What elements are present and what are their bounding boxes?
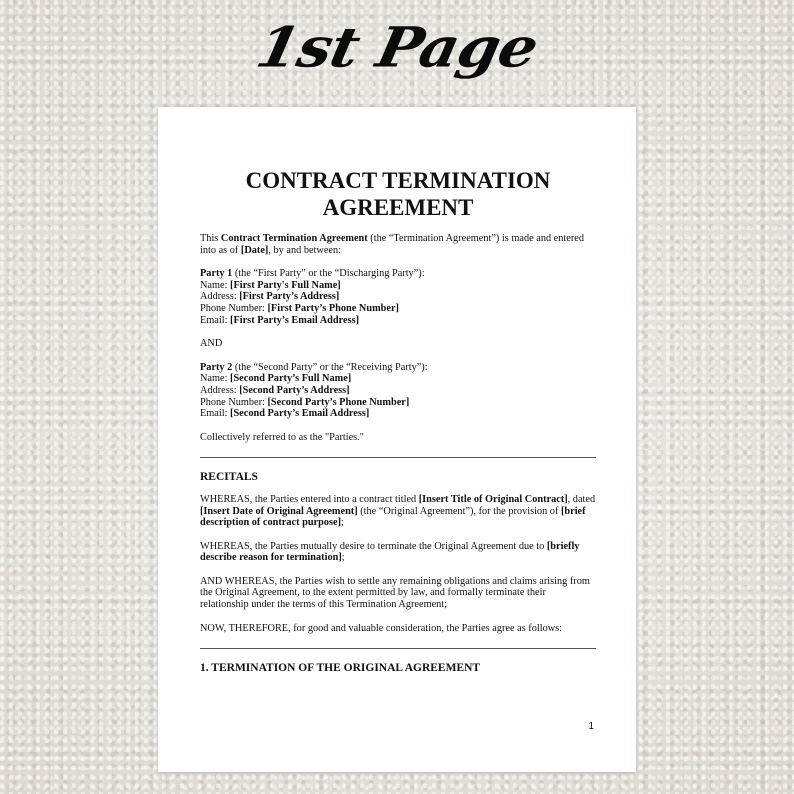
intro-text-3: , by and between: xyxy=(268,244,341,256)
address-label: Address: xyxy=(200,291,240,303)
contract-purpose-placeholder: [brief description of contract purpose] xyxy=(200,505,586,529)
party-1-email-placeholder: [First Party’s Email Address] xyxy=(230,314,360,326)
party-1-email-line xyxy=(200,315,596,327)
party-2-name-placeholder: [Second Party’s Full Name] xyxy=(230,373,352,385)
page-label-headline: 1st Page xyxy=(250,15,544,81)
whereas-2-text-1: WHEREAS, the Parties mutually desire to terminate the Original Agreement due to xyxy=(200,540,547,552)
party-1-label: Party 1 xyxy=(200,268,233,280)
intro-paragraph xyxy=(200,233,596,256)
whereas-1-text-3: (the “Original Agreement”), for the provision of xyxy=(357,505,561,517)
document-page xyxy=(158,107,636,772)
title-line-2: AGREEMENT xyxy=(322,195,474,220)
intro-text-1: This xyxy=(200,233,221,244)
whereas-1-text-2: , dated xyxy=(567,493,596,505)
document-title xyxy=(200,167,596,221)
party-2-phone-line xyxy=(200,397,596,409)
section-1-heading: 1. TERMINATION OF THE ORIGINAL AGREEMENT xyxy=(200,662,481,675)
party-2-name-line xyxy=(200,373,596,385)
phone-label: Phone Number: xyxy=(200,396,268,408)
original-agreement-date-placeholder: [Insert Date of Original Agreement] xyxy=(200,505,358,517)
party-2-role: (the “Second Party” or the “Receiving Party”): xyxy=(232,361,428,373)
party-1-role: (the “First Party” or the “Discharging Party”): xyxy=(232,268,425,280)
collectively-paragraph: Collectively referred to as the "Parties." xyxy=(200,431,364,443)
party-1-address-line xyxy=(200,291,596,303)
phone-label: Phone Number: xyxy=(200,302,268,314)
document-body xyxy=(200,167,596,685)
party-1-block xyxy=(200,268,596,326)
party-2-email-placeholder: [Second Party’s Email Address] xyxy=(230,408,370,420)
intro-date-placeholder: [Date] xyxy=(240,244,269,256)
whereas-1-text-1: WHEREAS, the Parties entered into a contract titled xyxy=(200,493,419,505)
title-line-1: CONTRACT TERMINATION xyxy=(245,168,551,193)
party-1-heading xyxy=(200,268,596,280)
party-1-name-line xyxy=(200,280,596,292)
termination-reason-placeholder: [briefly describe reason for termination] xyxy=(200,540,580,564)
email-label: Email: xyxy=(200,408,231,420)
intro-agreement-name: Contract Termination Agreement xyxy=(220,233,368,244)
whereas-paragraph-1 xyxy=(200,494,596,529)
party-1-phone-placeholder: [First Party’s Phone Number] xyxy=(267,302,399,314)
party-2-address-line xyxy=(200,385,596,397)
original-contract-title-placeholder: [Insert Title of Original Contract] xyxy=(418,493,568,505)
party-2-address-placeholder: [Second Party’s Address] xyxy=(239,384,350,396)
name-label: Name: xyxy=(200,373,231,385)
whereas-paragraph-3: AND WHEREAS, the Parties wish to settle any remaining obligations and claims arising from the Original Agreement, to the extent permitted by law, and formally terminate their relationship under the terms of this Termination Agreement; xyxy=(200,575,590,611)
intro-text-2: (the “Termination Agreement”) is made and entered into as of xyxy=(200,233,584,256)
party-2-phone-placeholder: [Second Party’s Phone Number] xyxy=(267,396,410,408)
party-2-email-line xyxy=(200,408,596,420)
address-label: Address: xyxy=(200,384,240,396)
party-2-heading xyxy=(200,362,596,374)
party-1-name-placeholder: [First Party's Full Name] xyxy=(230,279,341,291)
party-1-phone-line xyxy=(200,303,596,315)
section-divider xyxy=(200,457,596,458)
recitals-heading: RECITALS xyxy=(200,471,258,484)
and-separator: AND xyxy=(200,338,223,350)
whereas-paragraph-2 xyxy=(200,541,596,564)
page-number: 1 xyxy=(588,721,594,732)
party-2-block xyxy=(200,362,596,420)
now-therefore-paragraph: NOW, THEREFORE, for good and valuable consideration, the Parties agree as follows: xyxy=(200,622,563,634)
name-label: Name: xyxy=(200,279,231,291)
party-2-label: Party 2 xyxy=(200,361,233,373)
whereas-1-text-4: ; xyxy=(341,517,344,529)
section-divider xyxy=(200,648,596,649)
email-label: Email: xyxy=(200,314,231,326)
party-1-address-placeholder: [First Party’s Address] xyxy=(239,291,340,303)
whereas-2-text-2: ; xyxy=(341,552,345,564)
